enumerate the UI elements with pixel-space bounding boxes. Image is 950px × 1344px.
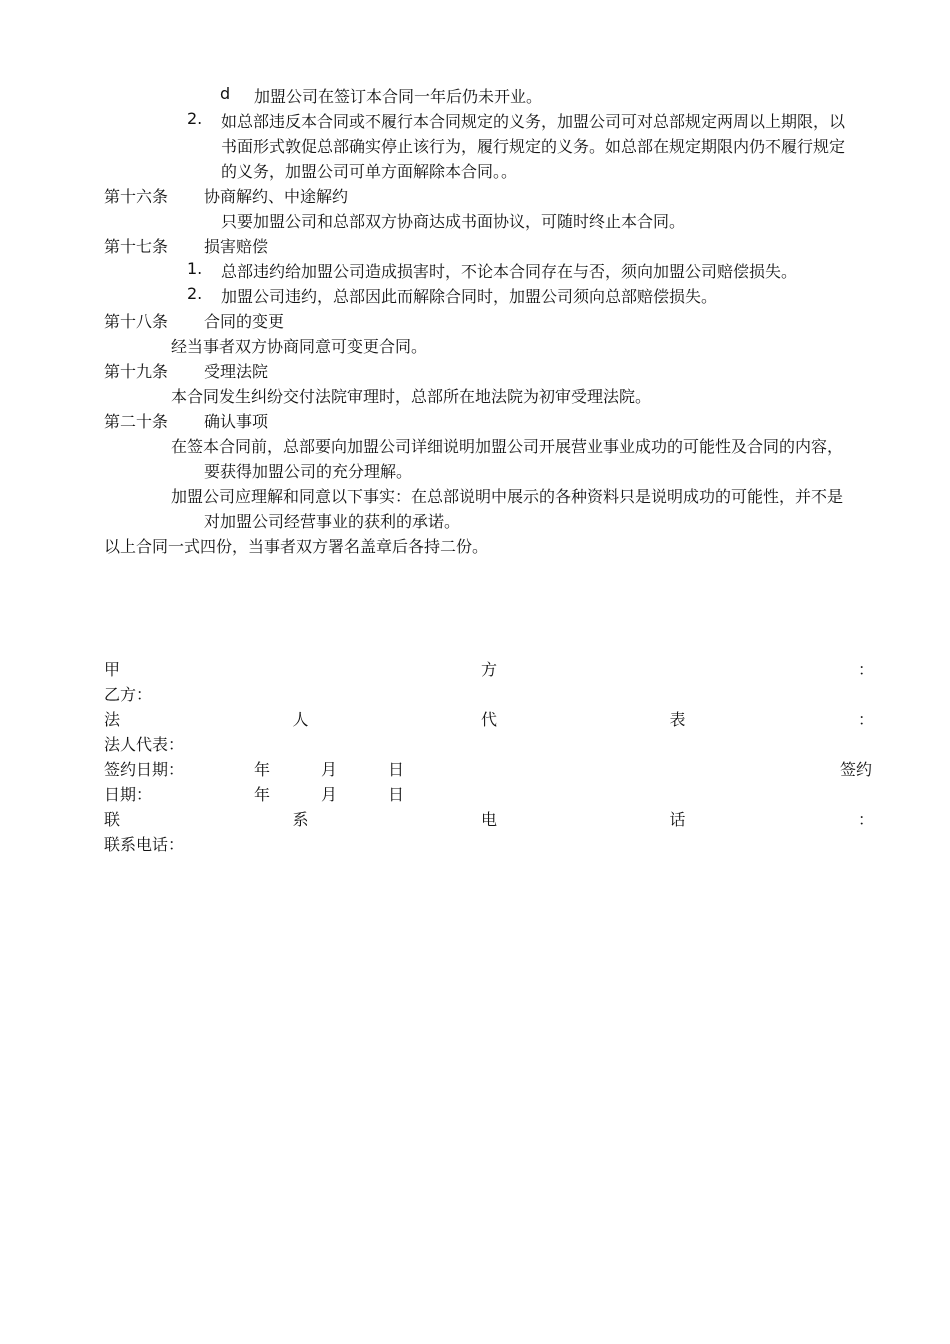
- party-a-char-2: 方: [480, 660, 497, 679]
- clause-18-body: 经当事者双方协商同意可变更合同。: [171, 337, 428, 356]
- clause-17-item-1-marker: 1.: [187, 259, 203, 278]
- clause-17-item-2-marker: 2.: [187, 284, 203, 303]
- legal-rep-a-char-3: 代: [480, 710, 497, 729]
- party-a-label: [104, 657, 874, 682]
- sign-date-b-year: 年: [254, 785, 271, 804]
- legal-rep-a-colon: ：: [857, 710, 874, 729]
- phone-a-char-2: 系: [292, 810, 309, 829]
- sign-date-b-label-part-1: 签约: [840, 760, 873, 779]
- phone-a-colon: ：: [857, 810, 874, 829]
- phone-a-char-1: 联: [104, 810, 121, 829]
- party-a-colon: ：: [857, 660, 874, 679]
- clause-18-number: 第十八条: [104, 312, 169, 331]
- sign-date-b-label-part-2: 日期：: [104, 785, 153, 804]
- phone-b-label: 联系电话：: [104, 835, 185, 854]
- sign-date-a-day: 日: [388, 760, 405, 779]
- phone-a-label: [104, 807, 874, 832]
- sign-date-b-month: 月: [321, 785, 338, 804]
- sign-date-a-month: 月: [321, 760, 338, 779]
- item-2-marker: 2.: [187, 109, 203, 128]
- item-2-line-2: 书面形式敦促总部确实停止该行为，履行规定的义务。如总部在规定期限内仍不履行规定: [221, 137, 846, 156]
- clause-18-title: 合同的变更: [204, 312, 285, 331]
- clause-16-title: 协商解约、中途解约: [204, 187, 349, 206]
- party-a-char-1: 甲: [104, 660, 121, 679]
- phone-a-char-3: 电: [480, 810, 497, 829]
- sign-date-b-day: 日: [388, 785, 405, 804]
- item-d-marker: d: [220, 84, 231, 103]
- sign-date-a-year: 年: [254, 760, 271, 779]
- item-d-text: 加盟公司在签订本合同一年后仍未开业。: [254, 87, 543, 106]
- clause-20-p1-line-1: 在签本合同前，总部要向加盟公司详细说明加盟公司开展营业事业成功的可能性及合同的内容，: [171, 437, 844, 456]
- clause-19-number: 第十九条: [104, 362, 169, 381]
- legal-rep-a-char-4: 表: [669, 710, 686, 729]
- legal-rep-a-char-1: 法: [104, 710, 121, 729]
- legal-rep-a-char-2: 人: [292, 710, 309, 729]
- clause-20-p2-line-1: 加盟公司应理解和同意以下事实：在总部说明中展示的各种资料只是说明成功的可能性，并不是: [171, 487, 844, 506]
- clause-17-item-1-text: 总部违约给加盟公司造成损害时，不论本合同存在与否，须向加盟公司赔偿损失。: [221, 262, 798, 281]
- clause-17-number: 第十七条: [104, 237, 169, 256]
- item-2-line-1: 如总部违反本合同或不履行本合同规定的义务，加盟公司可对总部规定两周以上期限，以: [221, 112, 846, 131]
- clause-17-item-2-text: 加盟公司违约，总部因此而解除合同时，加盟公司须向总部赔偿损失。: [221, 287, 718, 306]
- clause-20-p1-line-2: 要获得加盟公司的充分理解。: [204, 462, 413, 481]
- party-b-label: 乙方：: [104, 685, 153, 704]
- sign-date-a-label: 签约日期：: [104, 760, 185, 779]
- clause-16-body: 只要加盟公司和总部双方协商达成书面协议，可随时终止本合同。: [221, 212, 686, 231]
- legal-rep-a-label: [104, 707, 874, 732]
- item-2-line-3: 的义务，加盟公司可单方面解除本合同。。: [221, 162, 518, 181]
- legal-rep-b-label: 法人代表：: [104, 735, 185, 754]
- clause-19-title: 受理法院: [204, 362, 269, 381]
- clause-20-number: 第二十条: [104, 412, 169, 431]
- closing-statement: 以上合同一式四份，当事者双方署名盖章后各持二份。: [104, 537, 489, 556]
- clause-19-body: 本合同发生纠纷交付法院审理时，总部所在地法院为初审受理法院。: [171, 387, 652, 406]
- clause-20-p2-line-2: 对加盟公司经营事业的获利的承诺。: [204, 512, 461, 531]
- clause-16-number: 第十六条: [104, 187, 169, 206]
- clause-20-title: 确认事项: [204, 412, 269, 431]
- clause-17-title: 损害赔偿: [204, 237, 269, 256]
- phone-a-char-4: 话: [669, 810, 686, 829]
